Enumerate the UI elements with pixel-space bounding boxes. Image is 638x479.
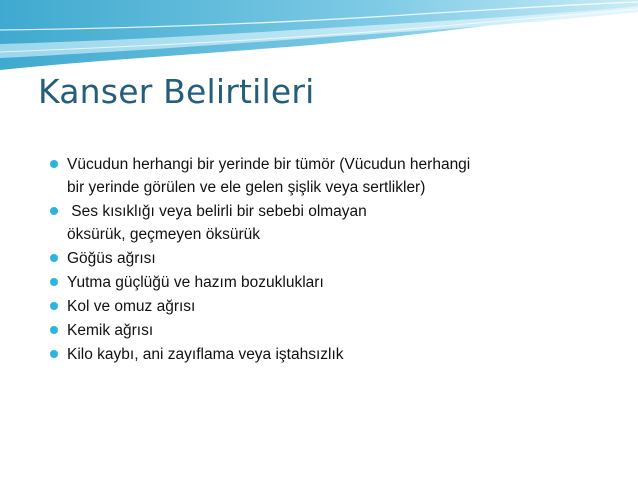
bullet-item	[50, 271, 570, 294]
bullet-dot-icon	[50, 160, 58, 168]
bullet-text-line: Yutma güçlüğü ve hazım bozuklukları	[67, 274, 324, 291]
bullet-dot-icon	[50, 207, 58, 215]
bullet-item	[50, 295, 570, 318]
bullet-item	[50, 153, 570, 199]
bullet-text-line: Kilo kaybı, ani zayıflama veya iştahsızlık	[67, 346, 344, 363]
header-wave-decoration	[0, 0, 638, 70]
bullet-text-line: Vücudun herhangi bir yerinde bir tümör (Vücudun herhangi	[67, 156, 471, 173]
bullet-dot-icon	[50, 326, 58, 334]
bullet-text-line: öksürük, geçmeyen öksürük	[67, 226, 260, 243]
bullet-item	[50, 247, 570, 270]
bullet-dot-icon	[50, 350, 58, 358]
bullet-text-line: Göğüs ağrısı	[67, 250, 156, 267]
bullet-dot-icon	[50, 278, 58, 286]
bullet-text-line: bir yerinde görülen ve ele gelen şişlik veya sertlikler)	[67, 179, 426, 196]
bullet-item	[50, 319, 570, 342]
bullet-item	[50, 200, 570, 246]
bullet-item	[50, 343, 570, 366]
bullet-text-line: Kol ve omuz ağrısı	[67, 298, 196, 315]
bullet-list	[50, 153, 570, 366]
slide-title: Kanser Belirtileri	[38, 72, 315, 111]
bullet-text-line: Kemik ağrısı	[67, 322, 154, 339]
bullet-text-line: Ses kısıklığı veya belirli bir sebebi olmayan	[67, 203, 367, 220]
bullet-dot-icon	[50, 254, 58, 262]
bullet-dot-icon	[50, 302, 58, 310]
